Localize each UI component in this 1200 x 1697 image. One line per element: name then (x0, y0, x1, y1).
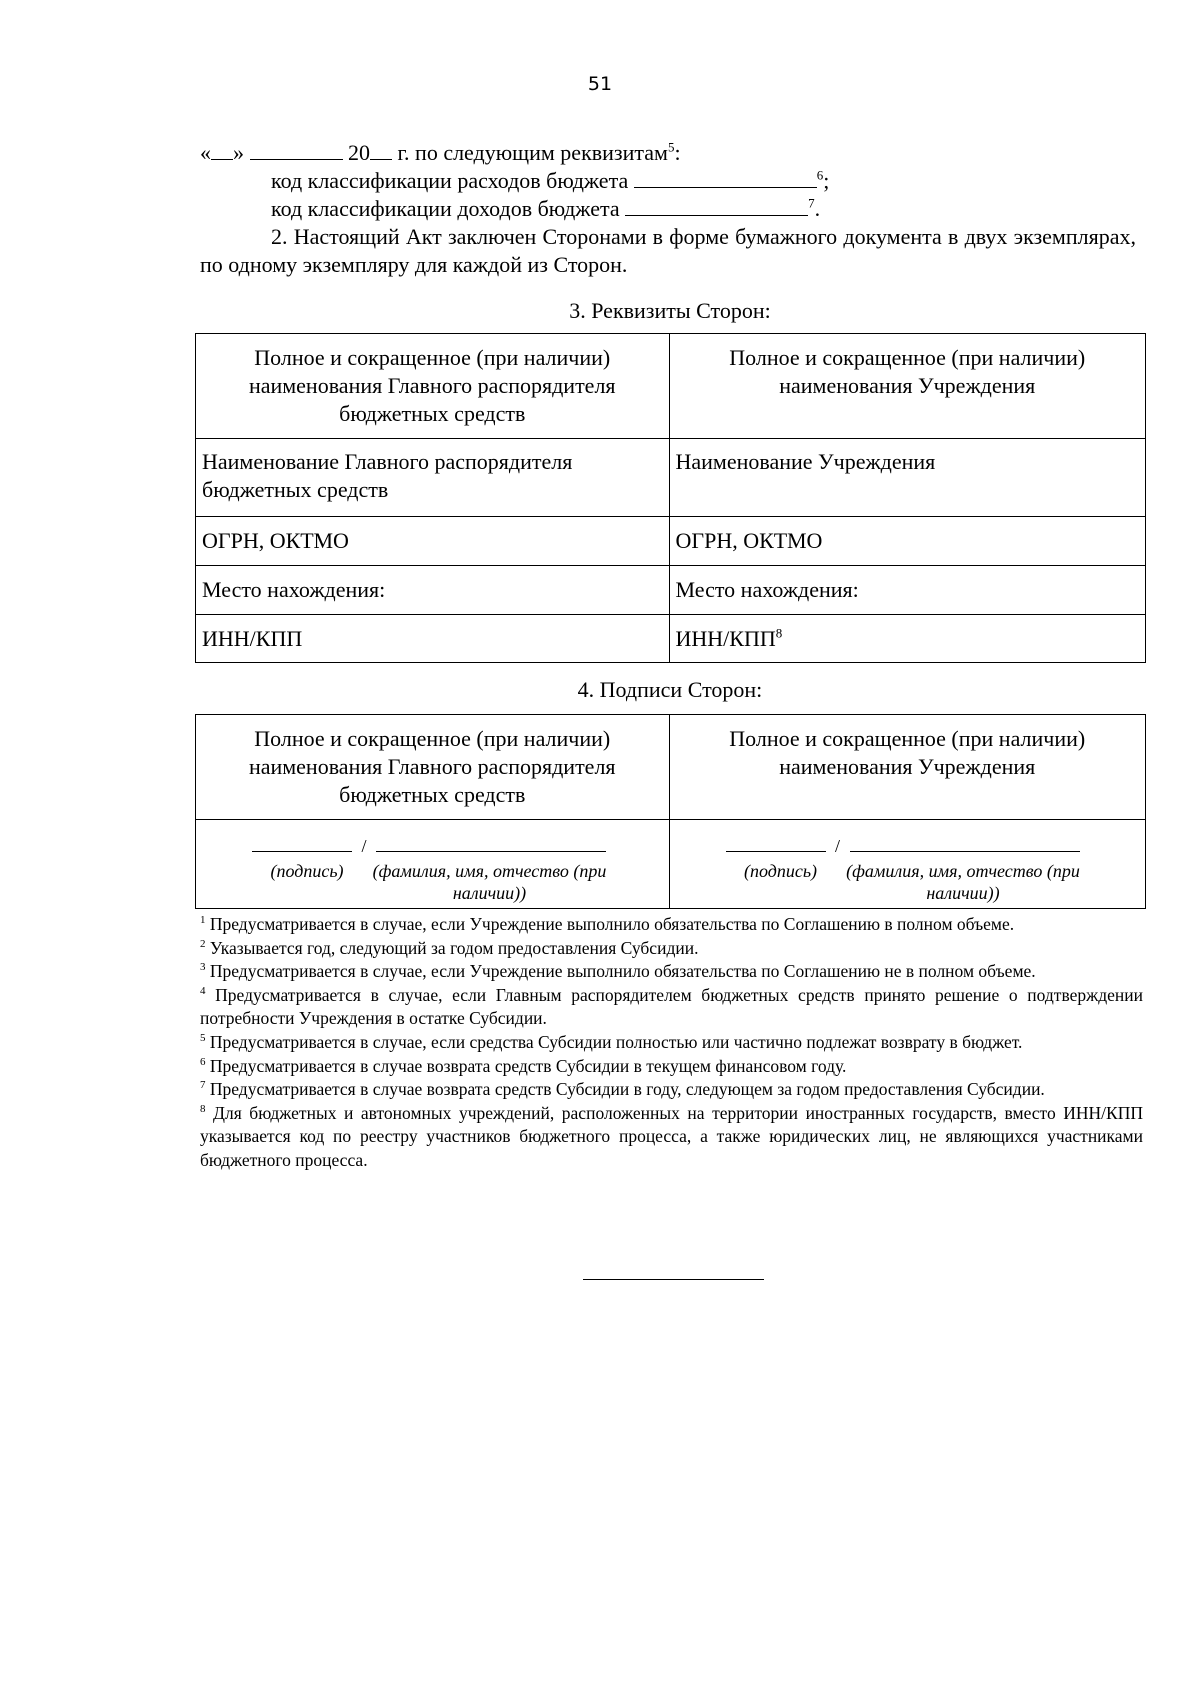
footnote-4: $^4$ Предусматривается в случае, если Главным распорядителем бюджетных средств принято решение о подтверждении потребности Учреждения в остатке Субсидии. (200, 984, 1143, 1029)
slash: / (834, 836, 840, 856)
footnote-ref-6: 6 (816, 167, 824, 183)
year-blank (370, 141, 392, 160)
row-name-right: Наименование Учреждения (669, 439, 1146, 517)
date-requisites-line (200, 139, 1136, 167)
row-location-right: Место нахождения: (669, 566, 1146, 615)
header-left: Полное и сокращенное (при наличии) наименования Главного распорядителя бюджетных средств (196, 334, 670, 439)
table-header-row (196, 334, 1146, 439)
signature-cell-left (196, 820, 670, 909)
expense-code-blank (634, 169, 817, 188)
day-blank (211, 141, 233, 160)
table-row (196, 615, 1146, 663)
income-code-line (200, 195, 1136, 223)
row-ogrn-right: ОГРН, ОКТМО (669, 517, 1146, 566)
slash: / (361, 836, 367, 856)
income-code-blank (625, 197, 808, 216)
signature-cell-right (669, 820, 1146, 909)
punct: : (674, 140, 681, 165)
expense-code-label: код классификации расходов бюджета (271, 168, 634, 193)
full-name-caption: (фамилия, имя, отчество (при наличии)) (846, 861, 1080, 903)
signature-line (252, 839, 352, 852)
footnote-5: $^5$ Предусматривается в случае, если средства Субсидии полностью или частично подлежат возврату в бюджет. (200, 1031, 1023, 1052)
table-row (196, 517, 1146, 566)
table-header-row (196, 715, 1146, 820)
footnote-2: $^2$ Указывается год, следующий за годом предоставления Субсидии. (200, 937, 699, 958)
row-location-left: Место нахождения: (196, 566, 670, 615)
footnotes (200, 913, 1143, 1173)
expense-code-line (200, 167, 1136, 195)
paragraph-2: 2. Настоящий Акт заключен Сторонами в форме бумажного документа в двух экземплярах, по одному экземпляру для каждой из Сторон. (200, 224, 1136, 277)
footnote-6: $^6$ Предусматривается в случае возврата средств Субсидии в текущем финансовом году. (200, 1055, 847, 1076)
header-left: Полное и сокращенное (при наличии) наименования Главного распорядителя бюджетных средств (196, 715, 670, 820)
header-right: Полное и сокращенное (при наличии) наименования Учреждения (669, 715, 1146, 820)
full-name-line (850, 839, 1080, 852)
footnote-ref-7: 7 (808, 195, 815, 211)
month-blank (250, 141, 343, 160)
punct: ; (823, 168, 830, 193)
row-inn-left: ИНН/КПП (196, 615, 670, 663)
footnote-ref-5: 5 (667, 139, 675, 155)
header-right: Полное и сокращенное (при наличии) наименования Учреждения (669, 334, 1146, 439)
intro-block (200, 139, 1136, 279)
signature-caption: (подпись) (743, 861, 818, 881)
section-4-title: 4. Подписи Сторон: (577, 677, 763, 702)
footnote-1: $^1$ Предусматривается в случае, если Учреждение выполнило обязательства по Соглашению в полном объеме. (200, 914, 1015, 934)
footnote-3: $^3$ Предусматривается в случае, если Учреждение выполнило обязательства по Соглашению не в полном объеме. (200, 961, 1036, 982)
footnote-ref-8: 8 (775, 625, 783, 641)
inn-kpp-label: ИНН/КПП (675, 626, 776, 651)
full-name-line (376, 839, 606, 852)
signatures-table (195, 714, 1146, 909)
signature-line (726, 839, 826, 852)
signature-row (196, 820, 1146, 909)
footnote-7: $^7$ Предусматривается в случае возврата средств Субсидии в году, следующем за годом предоставления Субсидии. (200, 1079, 1045, 1100)
page-number: 51 (587, 73, 613, 95)
punct: . (814, 196, 821, 221)
row-name-left: Наименование Главного распорядителя бюджетных средств (196, 439, 670, 517)
requisites-table (195, 333, 1146, 663)
table-row (196, 566, 1146, 615)
quote-open: « (200, 140, 211, 165)
year-prefix: 20 (348, 140, 370, 165)
signature-caption: (подпись) (270, 861, 344, 881)
end-divider (583, 1279, 764, 1280)
full-name-caption: (фамилия, имя, отчество (при наличии)) (372, 861, 607, 903)
row-inn-right (669, 615, 1146, 663)
table-row (196, 439, 1146, 517)
requisites-text: г. по следующим реквизитам (392, 140, 668, 165)
footnote-8: $^8$ Для бюджетных и автономных учреждений, расположенных на территории иностранных государств, вместо ИНН/КПП указывается код по реестру участников бюджетного процесса, а также юридических лиц, не являющихся участниками бюджетного процесса. (200, 1102, 1143, 1170)
income-code-label: код классификации доходов бюджета (271, 196, 626, 221)
row-ogrn-left: ОГРН, ОКТМО (196, 517, 670, 566)
section-3-title: 3. Реквизиты Сторон: (569, 298, 771, 323)
quote-close: » (233, 140, 244, 165)
